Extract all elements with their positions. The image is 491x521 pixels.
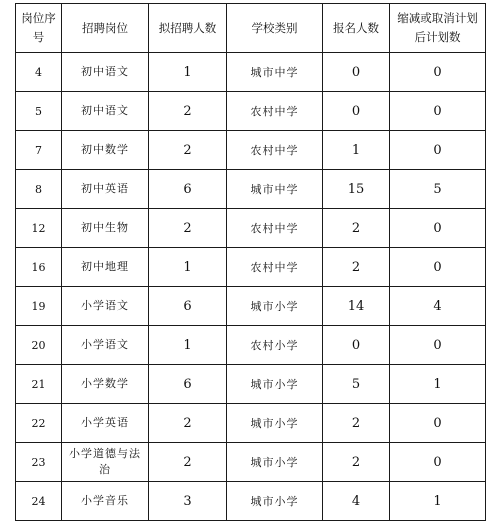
school-type-cell: 城市小学 xyxy=(227,404,323,443)
table-row xyxy=(16,209,486,248)
post-cell: 小学语文 xyxy=(62,287,149,326)
adjusted-count-cell: 0 xyxy=(390,53,486,92)
post-cell: 初中生物 xyxy=(62,209,149,248)
school-type-cell: 农村中学 xyxy=(227,209,323,248)
table-body xyxy=(16,53,486,521)
post-seq-cell: 4 xyxy=(16,53,62,92)
school-type-cell: 农村中学 xyxy=(227,248,323,287)
adjusted-count-cell: 0 xyxy=(390,404,486,443)
table-row xyxy=(16,365,486,404)
school-type-cell: 城市小学 xyxy=(227,365,323,404)
post-seq-cell: 24 xyxy=(16,482,62,521)
school-type-cell: 城市中学 xyxy=(227,170,323,209)
planned-count-cell: 2 xyxy=(149,92,227,131)
post-cell: 小学数学 xyxy=(62,365,149,404)
school-type-cell: 农村中学 xyxy=(227,131,323,170)
planned-count-cell: 6 xyxy=(149,365,227,404)
applicant-count-cell: 4 xyxy=(323,482,390,521)
applicant-count-cell: 15 xyxy=(323,170,390,209)
applicant-count-cell: 2 xyxy=(323,443,390,482)
planned-count-cell: 2 xyxy=(149,443,227,482)
school-type-cell: 农村中学 xyxy=(227,92,323,131)
planned-count-cell: 6 xyxy=(149,170,227,209)
post-cell: 初中英语 xyxy=(62,170,149,209)
applicant-count-cell: 2 xyxy=(323,209,390,248)
post-cell: 小学道德与法治 xyxy=(62,443,149,482)
table-row xyxy=(16,92,486,131)
school-type-cell: 城市小学 xyxy=(227,443,323,482)
post-cell: 初中地理 xyxy=(62,248,149,287)
table-row xyxy=(16,404,486,443)
header-post: 招聘岗位 xyxy=(62,4,149,53)
applicant-count-cell: 14 xyxy=(323,287,390,326)
post-cell: 小学音乐 xyxy=(62,482,149,521)
adjusted-count-cell: 0 xyxy=(390,443,486,482)
header-post-seq: 岗位序号 xyxy=(16,4,62,53)
applicant-count-cell: 0 xyxy=(323,53,390,92)
planned-count-cell: 2 xyxy=(149,404,227,443)
school-type-cell: 城市小学 xyxy=(227,287,323,326)
table-row xyxy=(16,326,486,365)
adjusted-count-cell: 0 xyxy=(390,92,486,131)
table-row xyxy=(16,482,486,521)
post-cell: 初中语文 xyxy=(62,53,149,92)
school-type-cell: 城市小学 xyxy=(227,482,323,521)
adjusted-count-cell: 0 xyxy=(390,131,486,170)
planned-count-cell: 2 xyxy=(149,209,227,248)
planned-count-cell: 6 xyxy=(149,287,227,326)
post-cell: 小学语文 xyxy=(62,326,149,365)
applicant-count-cell: 0 xyxy=(323,326,390,365)
post-cell: 小学英语 xyxy=(62,404,149,443)
adjusted-count-cell: 5 xyxy=(390,170,486,209)
school-type-cell: 农村小学 xyxy=(227,326,323,365)
header-row xyxy=(16,4,486,53)
post-seq-cell: 19 xyxy=(16,287,62,326)
header-applicant-count: 报名人数 xyxy=(323,4,390,53)
table-row xyxy=(16,170,486,209)
header-school-type: 学校类别 xyxy=(227,4,323,53)
table-row xyxy=(16,248,486,287)
school-type-cell: 城市中学 xyxy=(227,53,323,92)
post-seq-cell: 7 xyxy=(16,131,62,170)
planned-count-cell: 2 xyxy=(149,131,227,170)
adjusted-count-cell: 0 xyxy=(390,326,486,365)
recruitment-table xyxy=(15,3,486,521)
planned-count-cell: 1 xyxy=(149,53,227,92)
post-seq-cell: 20 xyxy=(16,326,62,365)
applicant-count-cell: 5 xyxy=(323,365,390,404)
applicant-count-cell: 2 xyxy=(323,404,390,443)
table-row xyxy=(16,443,486,482)
post-seq-cell: 5 xyxy=(16,92,62,131)
applicant-count-cell: 2 xyxy=(323,248,390,287)
adjusted-count-cell: 0 xyxy=(390,248,486,287)
post-seq-cell: 8 xyxy=(16,170,62,209)
adjusted-count-cell: 4 xyxy=(390,287,486,326)
post-seq-cell: 16 xyxy=(16,248,62,287)
post-seq-cell: 21 xyxy=(16,365,62,404)
post-seq-cell: 12 xyxy=(16,209,62,248)
adjusted-count-cell: 1 xyxy=(390,365,486,404)
applicant-count-cell: 0 xyxy=(323,92,390,131)
post-cell: 初中语文 xyxy=(62,92,149,131)
applicant-count-cell: 1 xyxy=(323,131,390,170)
table-row xyxy=(16,131,486,170)
table-row xyxy=(16,287,486,326)
table-row xyxy=(16,53,486,92)
adjusted-count-cell: 1 xyxy=(390,482,486,521)
post-seq-cell: 22 xyxy=(16,404,62,443)
post-cell: 初中数学 xyxy=(62,131,149,170)
planned-count-cell: 1 xyxy=(149,326,227,365)
table-header xyxy=(16,4,486,53)
adjusted-count-cell: 0 xyxy=(390,209,486,248)
planned-count-cell: 1 xyxy=(149,248,227,287)
post-seq-cell: 23 xyxy=(16,443,62,482)
header-planned-count: 拟招聘人数 xyxy=(149,4,227,53)
planned-count-cell: 3 xyxy=(149,482,227,521)
header-adjusted-count: 缩减或取消计划后计划数 xyxy=(390,4,486,53)
